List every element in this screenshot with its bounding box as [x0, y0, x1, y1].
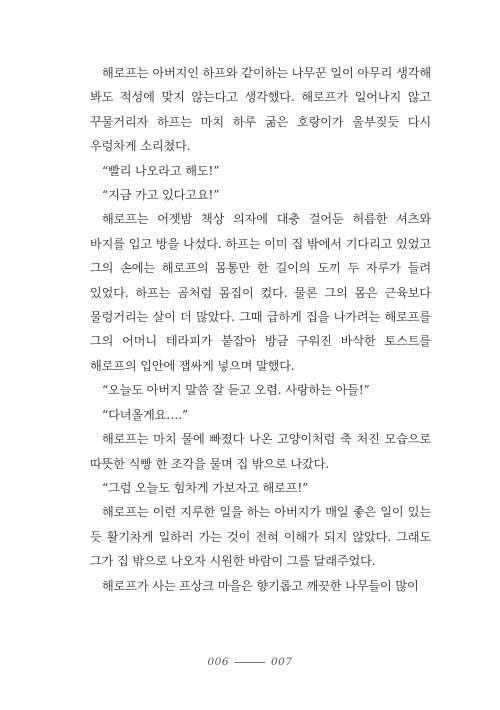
dialogue-5: “그럼 오늘도 힘차게 가보자고 해로프!” [102, 480, 309, 495]
dialogue-3: “오늘도 아버지 말씀 잘 듣고 오렴. 사랑하는 아들!” [102, 383, 370, 398]
paragraph-2: 해로프는 어젯밤 책상 의자에 대충 걸어둔 허름한 셔츠와 바지를 입고 방을 나섰다. 하프는 이미 집 밖에서 기다리고 있었고 그의 손에는 해로프의 몸통만 한 길이의 도끼 두 자루가 들려 있었다. 하프는 곰처럼 몸집이 컸다. 물론 그의 몸은 근육보다 물렁거리는 살이 더 많았다. 그때 급하게 집을 나가려는 해로프를 그의 어머니 테라피가 붙잡아 방금 구워진 바삭한 토스트를 해로프의 입안에 잽싸게 넣으며 말했다. [90, 212, 431, 373]
paragraph-4: 해로프는 이런 지루한 일을 하는 아버지가 매일 좋은 일이 있는 듯 활기차게 일하러 가는 것이 전혀 이해가 되지 않았다. 그래도 그가 집 밖으로 나오자 시원한 바람이 그를 달래주었다. [90, 505, 431, 569]
dialogue-4: “다녀올게요….” [102, 407, 189, 422]
paragraph-5: 해로프가 사는 프상크 마을은 향기롭고 깨끗한 나무들이 많이 [102, 578, 419, 593]
page-footer [0, 656, 500, 668]
dialogue-2: “지금 가고 있다고요!” [102, 188, 220, 203]
footer-divider [235, 662, 265, 663]
paragraph-3: 해로프는 마치 물에 빠졌다 나온 고양이처럼 축 처진 모습으로 따뜻한 식빵 한 조각을 물며 집 밖으로 나갔다. [90, 432, 431, 471]
paragraph-1: 해로프는 아버지인 하프와 같이하는 나무꾼 일이 아무리 생각해 봐도 적성에 맞지 않는다고 생각했다. 해로프가 일어나지 않고 꾸물거리자 하프는 마치 하루 굶은 호랑이가 울부짖듯 다시 우렁차게 소리쳤다. [90, 66, 431, 154]
body-text [90, 61, 431, 598]
page-number-left: 006 [207, 656, 229, 668]
page-number-right: 007 [271, 656, 293, 668]
dialogue-1: “빨리 나오라고 해도!” [102, 163, 220, 178]
